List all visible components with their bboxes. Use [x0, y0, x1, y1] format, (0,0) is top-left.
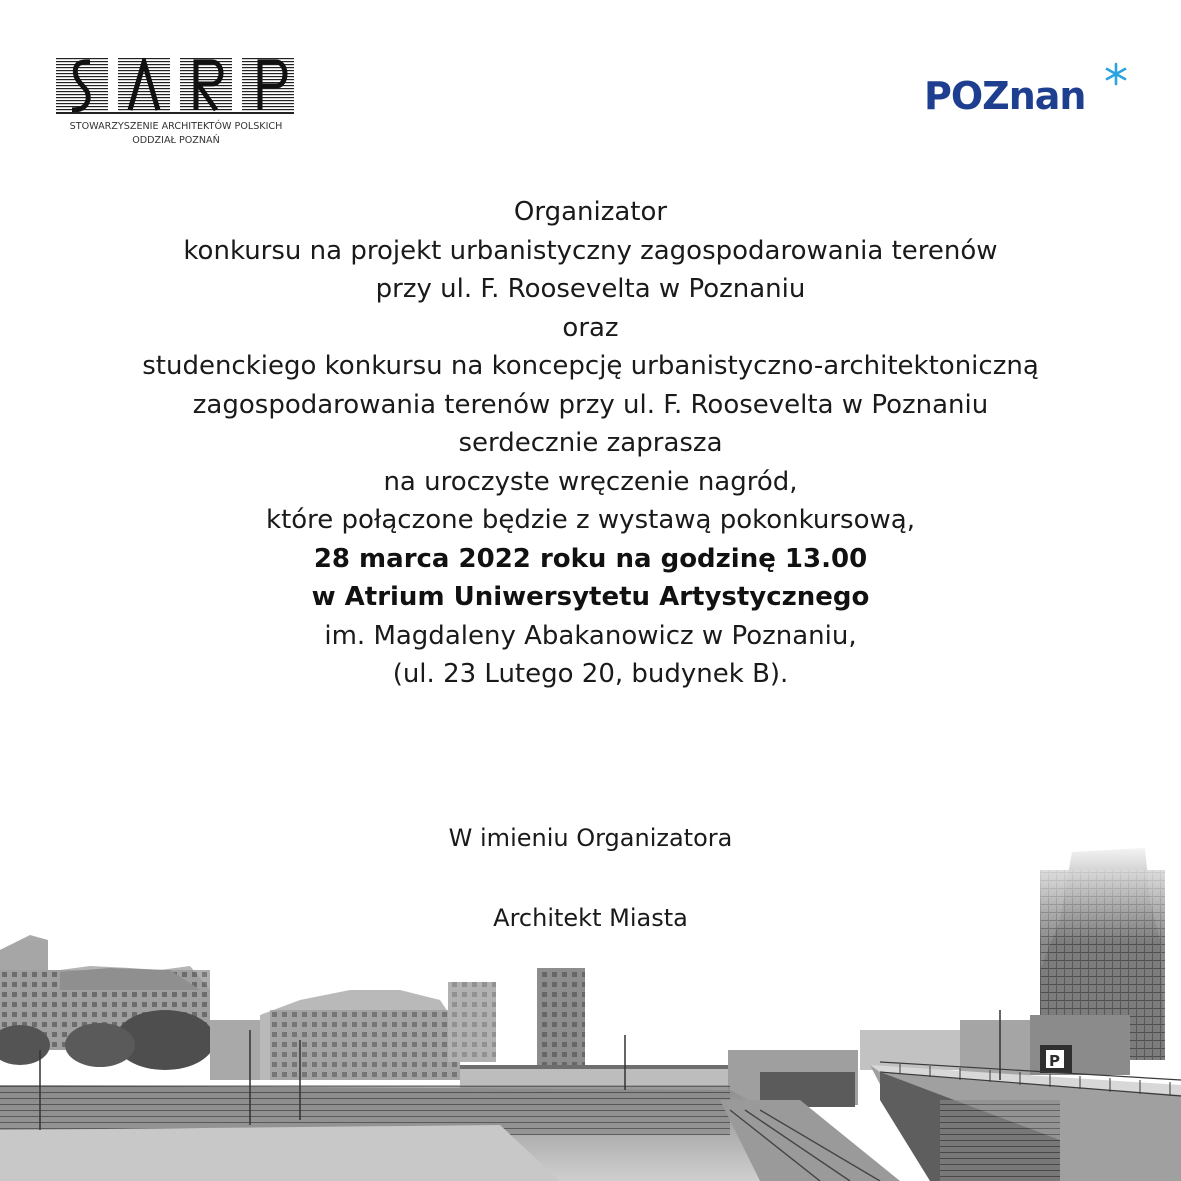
invite-line-student-1: studenckiego konkursu na koncepcję urbanistyczno-architektoniczną — [142, 351, 1039, 381]
invite-line-contest-1: konkursu na projekt urbanistyczny zagospodarowania terenów — [183, 235, 998, 266]
sarp-name-line: STOWARZYSZENIE ARCHITEKTÓW POLSKICH — [69, 121, 283, 132]
invite-date: 28 marca 2022 roku na godzinę 13.00 — [313, 543, 868, 574]
sarp-branch-line: ODDZIAŁ POZNAŃ — [132, 135, 220, 146]
invite-line-and: oraz — [562, 312, 619, 343]
poznan-logo-text: POZnan — [924, 74, 1086, 118]
invite-address: (ul. 23 Lutego 20, budynek B). — [392, 659, 789, 689]
invite-line-student-2: zagospodarowania terenów przy ul. F. Roosevelta w Poznaniu — [192, 389, 989, 420]
invite-line-invites: serdecznie zaprasza — [458, 428, 723, 458]
city-skyline-photo — [0, 840, 1181, 1181]
invite-line-exhibition: które połączone będzie z wystawą pokonkursową, — [266, 505, 915, 535]
invite-venue-name: im. Magdaleny Abakanowicz w Poznaniu, — [324, 620, 857, 651]
invite-line-contest-2: przy ul. F. Roosevelta w Poznaniu — [375, 274, 806, 304]
invite-venue: w Atrium Uniwersytetu Artystycznego — [311, 582, 870, 612]
signature-on-behalf: W imieniu Organizatora — [448, 824, 733, 852]
poznan-logo — [924, 62, 1134, 118]
signature-title: Architekt Miasta — [493, 904, 688, 932]
invitation-text — [0, 193, 1181, 694]
asterisk-icon — [1104, 62, 1128, 86]
sarp-logo — [56, 58, 296, 150]
invite-line-ceremony: na uroczyste wręczenie nagród, — [383, 466, 798, 497]
invite-line-organizer: Organizator — [513, 197, 668, 227]
sarp-letters-graphic — [56, 58, 294, 114]
